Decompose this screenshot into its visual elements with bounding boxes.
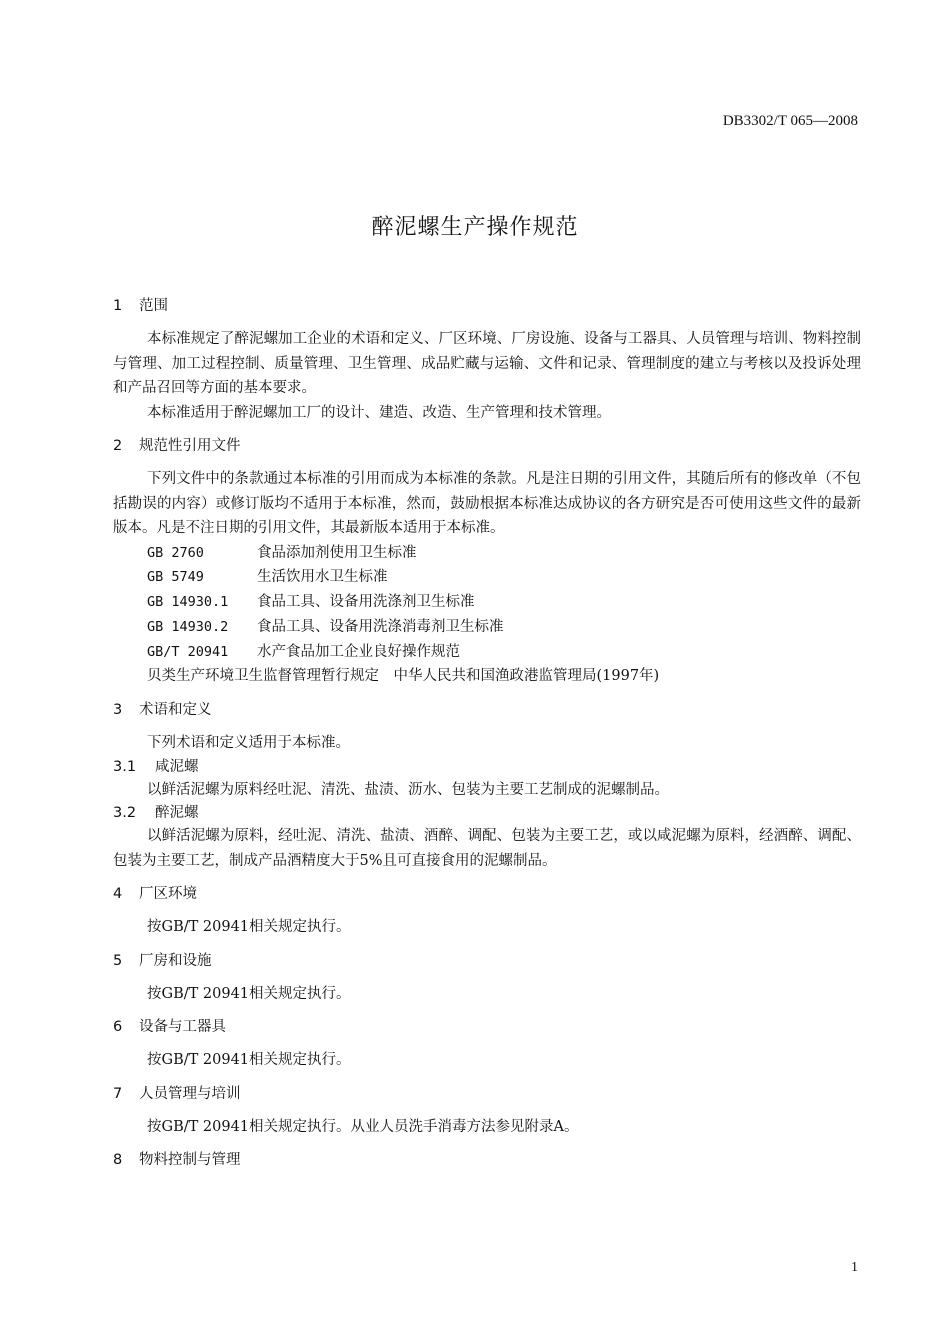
reference-item [113, 541, 861, 566]
page-number: 1 [851, 1260, 858, 1275]
reference-code: GB 14930.1 [147, 594, 229, 611]
section-title: 厂区环境 [139, 886, 197, 903]
term-title: 醉泥螺 [155, 805, 199, 822]
paragraph: 下列术语和定义适用于本标准。 [147, 735, 350, 752]
reference-code: GB 5749 [147, 569, 204, 586]
section-title: 物料控制与管理 [139, 1152, 241, 1169]
term-definition: 以鲜活泥螺为原料，经吐泥、清洗、盐渍、酒醉、调配、包装为主要工艺，或以咸泥螺为原料，经酒醉、调配、包装为主要工艺，制成产品酒精度大于5%且可直接食用的泥螺制品。 [113, 828, 861, 869]
reference-name: 食品工具、设备用洗涤消毒剂卫生标准 [257, 618, 504, 635]
paragraph: 按GB/T 20941相关规定执行。 [147, 985, 351, 1002]
section-heading-plant-environment [113, 883, 861, 905]
reference-item [113, 565, 861, 590]
paragraph: 本标准适用于醉泥螺加工厂的设计、建造、改造、生产管理和技术管理。 [147, 404, 611, 421]
section-number: 8 [113, 1152, 123, 1169]
term-definition: 以鲜活泥螺为原料经吐泥、清洗、盐渍、沥水、包装为主要工艺制成的泥螺制品。 [147, 781, 669, 798]
paragraph: 按GB/T 20941相关规定执行。从业人员洗手消毒方法参见附录A。 [147, 1118, 579, 1135]
section-title: 范围 [139, 298, 168, 314]
term-title: 咸泥螺 [155, 758, 199, 775]
paragraph: 按GB/T 20941相关规定执行。 [147, 919, 351, 936]
paragraph: 本标准规定了醉泥螺加工企业的术语和定义、厂区环境、厂房设施、设备与工器具、人员管理与培训、物料控制与管理、加工过程控制、质量管理、卫生管理、成品贮藏与运输、文件和记录、管理制度的建立与考核以及投诉处理和产品召回等方面的基本要求。 [113, 331, 861, 396]
section-number: 6 [113, 1019, 123, 1036]
reference-code: GB 14930.2 [147, 618, 229, 635]
section-number: 4 [113, 886, 123, 903]
section-heading-normative-references [113, 435, 861, 457]
section-heading-scope [113, 295, 861, 317]
document-title: 醉泥螺生产操作规范 [371, 215, 579, 240]
document-body [113, 295, 861, 1171]
reference-name: 生活饮用水卫生标准 [257, 569, 388, 586]
reference-item-regulation: 贝类生产环境卫生监督管理暂行规定 中华人民共和国渔政港监管理局(1997年) [147, 668, 660, 685]
section-title: 人员管理与培训 [139, 1085, 241, 1102]
section-number: 5 [113, 952, 123, 969]
section-heading-facilities [113, 950, 861, 972]
section-heading-equipment [113, 1016, 861, 1038]
reference-code: GB/T 20941 [147, 643, 229, 660]
paragraph: 下列文件中的条款通过本标准的引用而成为本标准的条款。凡是注日期的引用文件，其随后所有的修改单（不包括勘误的内容）或修订版均不适用于本标准，然而，鼓励根据本标准达成协议的各方研究是否可使用这些文件的最新版本。凡是不注日期的引用文件，其最新版本适用于本标准。 [113, 471, 861, 536]
section-title: 术语和定义 [139, 702, 212, 719]
reference-item [113, 640, 861, 665]
section-number: 2 [113, 438, 123, 454]
term-number: 3.2 [113, 805, 137, 822]
section-number: 1 [113, 298, 123, 314]
section-number: 7 [113, 1085, 123, 1102]
section-heading-terms [113, 699, 861, 721]
reference-name: 食品工具、设备用洗涤剂卫生标准 [257, 594, 475, 611]
term-heading [113, 756, 861, 778]
document-code: DB3302/T 065—2008 [722, 113, 858, 129]
section-heading-material-control [113, 1149, 861, 1171]
section-number: 3 [113, 702, 123, 719]
section-title: 规范性引用文件 [139, 438, 241, 454]
term-number: 3.1 [113, 758, 137, 775]
reference-item [113, 590, 861, 615]
reference-name: 食品添加剂使用卫生标准 [257, 544, 417, 561]
reference-item [113, 615, 861, 640]
section-title: 设备与工器具 [139, 1019, 226, 1036]
section-title: 厂房和设施 [139, 952, 212, 969]
section-heading-personnel [113, 1083, 861, 1105]
reference-code: GB 2760 [147, 544, 204, 561]
reference-name: 水产食品加工企业良好操作规范 [257, 643, 460, 660]
paragraph: 按GB/T 20941相关规定执行。 [147, 1052, 351, 1069]
term-heading [113, 802, 861, 824]
